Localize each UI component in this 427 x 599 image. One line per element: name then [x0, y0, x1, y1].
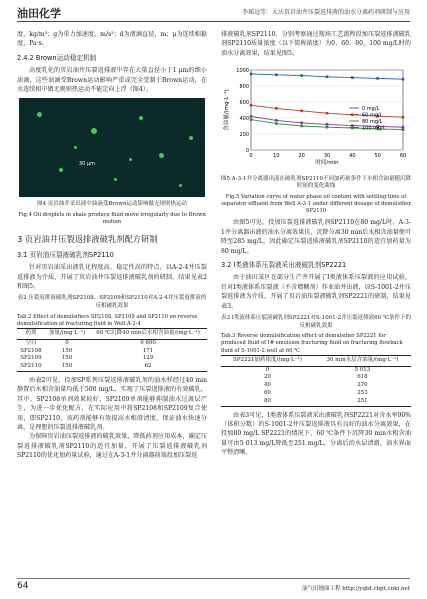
- figure-caption-en: Fig.5 Variation curve of water phase oil content with settling time of separator effluent from Well A-3-1 under different dosage of demulsifier SP2110: [221, 193, 411, 215]
- page-footer: [17, 578, 410, 593]
- paragraph: 度，kg/m³；g为重力加速度，m/s²；d为液滴直径，m；μ为连续相黏度，Pa·s。: [17, 31, 207, 48]
- cell: 150: [61, 363, 73, 370]
- data-point: [326, 123, 329, 126]
- cell: 0: [265, 366, 270, 373]
- running-title: 李瑶远等：大庆页岩油井压裂返排液的油水分离药剂研制与应用: [241, 9, 410, 16]
- data-point: [250, 73, 253, 76]
- data-point: [402, 116, 405, 119]
- page-header: [0, 0, 427, 22]
- data-point: [326, 126, 329, 129]
- table-header-cell: 30 min水层含油量/(mg·L⁻¹): [314, 355, 411, 366]
- paragraph: 由于油田某区在部分生产井开展了I类液体系压裂液的应用试验，针对I类液体系压裂液（不含增稠剂）作业油井出液，以S-1001-2井压裂返排液为介质，开展了页岩油压裂液破乳剂SP2221的研制，结果见表3。: [221, 274, 411, 310]
- cell: SP2110: [20, 363, 42, 370]
- paragraph: 针对页岩油采出液乳化程度高、稳定性高的特点，以A-2-4井压裂返排液为介质，开展了页岩油井压裂返排液破乳剂的研制，结果见表2和图5。: [17, 264, 207, 291]
- cell: 150: [61, 355, 73, 362]
- subsection-heading: 3.1 页岩油压裂液破乳剂SP2110: [17, 250, 114, 259]
- figure-4-micrograph: [19, 98, 205, 197]
- x-tick-label: 10: [273, 153, 280, 160]
- table-row: [221, 390, 411, 398]
- data-point: [275, 107, 278, 110]
- cell: 270: [357, 382, 368, 389]
- legend-label: 80 mg/L: [362, 119, 383, 126]
- table-caption: 表3 I类液体系压裂液破乳剂SP2221对S-1001-2井压裂返排液60 ℃条件下的反相破乳效果: [221, 315, 411, 329]
- table-row: [17, 339, 207, 347]
- table-row: [221, 366, 411, 374]
- scale-bar-label: 30 μm: [79, 161, 96, 168]
- paragraph: 由图5可见，投加压裂返排液破乳剂SP2110在80 mg/L时，A-3-1井分离器出液的油水分离效果佳，沉降分离30 min后水相含油量便可降至285 mg/L，因此确定压裂返排液破乳剂SP2110的适宜加药量为80 mg/L。: [221, 219, 411, 255]
- data-point: [250, 119, 253, 122]
- plot-area: [251, 70, 403, 150]
- cell: 129: [142, 355, 154, 362]
- paragraph: 由表3可见，I类液体系压裂液采出液破乳剂SP2221对含水率90%（体积分数）的S-1001-2井压裂返排液具有良好的油水分离效果，在投加80 mg/L SP2221的情况下，60 ℃条件下沉降30 min水相含油量可由5 013 mg/L降低至251 mg/L，分离后的水层清澈，油水界面平整清晰。: [221, 411, 411, 457]
- right-column: [221, 30, 411, 458]
- data-point: [300, 110, 303, 113]
- table-caption-en: Tab.3 Reverse demulsification effect of demulsifier SP2221 for produced fluid of I# emulsion fracturing fluid on fracturing flowback fluid of S-1001-2 well at 60 ℃: [221, 333, 403, 354]
- cell: 0: [65, 339, 69, 346]
- figure-caption: 图5 A-3-1井分离器出液在破乳剂SP2110不同加药量条件下水相含油量随沉降时间的变化曲线: [221, 175, 411, 190]
- data-point: [275, 119, 278, 122]
- cell: 80: [263, 397, 271, 404]
- left-column: [17, 30, 207, 461]
- paragraph: 为保障页岩油压裂返排液的破乳效果，降低药剂应用成本，确定压裂返排液破乳剂SP2110的适宜加量，开展了压裂返排液破乳剂SP2110的优化加药量试验，通过在A-3-1井分离器前端投加压裂返: [17, 433, 207, 460]
- table-3: [221, 355, 411, 407]
- cell: 171: [142, 347, 154, 354]
- journal-name: 油田化学: [17, 7, 61, 20]
- table-row: [17, 348, 207, 356]
- data-point: [250, 104, 253, 107]
- figure-caption-en: Fig.4 Oil droplets in shale produce fluid move irregularly due to Brown motion: [18, 212, 206, 226]
- data-point: [351, 125, 354, 128]
- data-point: [275, 74, 278, 77]
- section-heading: 3 页岩油井压裂返排液破乳剂配方研制: [17, 234, 158, 245]
- table-row: [221, 382, 411, 390]
- y-tick-label: 0: [245, 148, 249, 155]
- table-row: [17, 363, 207, 371]
- figure-caption: 图4 页岩油井采出液中油滴受Brown运动影响做无规则热运动: [37, 201, 187, 208]
- table-header-cell: SP2221加药浓度/(mg·L⁻¹): [221, 355, 314, 366]
- data-point: [275, 123, 278, 126]
- y-axis-label: 含油量/(mg·L⁻¹): [224, 89, 230, 131]
- table-row: [221, 374, 411, 382]
- figure-5-chart: [221, 62, 411, 167]
- table-row: [17, 355, 207, 363]
- header-rule: [17, 21, 410, 22]
- x-axis-label: 时间/min: [315, 160, 339, 167]
- x-tick-label: 20: [298, 153, 305, 160]
- cell: 618: [357, 374, 368, 381]
- data-point: [376, 77, 379, 80]
- cell: 空白: [25, 339, 37, 346]
- x-tick-label: 60: [399, 153, 407, 160]
- paragraph: 高度乳化的页岩油井压裂返排液中存在大量直径小于1 μm的细小油滴，这些油滴受Brown运动影响严重或完全受制于Brown运动，在水连续相中做无规则热运动不能定向上浮（图4）。: [17, 67, 207, 94]
- data-point: [300, 75, 303, 78]
- data-point: [402, 129, 405, 132]
- legend-label: 0 mg/L: [362, 106, 380, 113]
- data-point: [402, 78, 405, 81]
- x-tick-label: 30: [323, 153, 331, 160]
- data-point: [351, 77, 354, 80]
- x-tick-label: 50: [374, 153, 381, 160]
- y-tick-label: 1000: [236, 68, 249, 75]
- y-tick-label: 400: [239, 116, 249, 123]
- cell: SP2108: [20, 347, 42, 354]
- table-caption-en: Tab.2 Effect of demulsifiers SP2108, SP2109 and SP2110 on reverse demulsification of fracturing fluid in Well A-2-4: [17, 313, 198, 327]
- data-point: [300, 122, 303, 125]
- cell: 60: [263, 390, 271, 397]
- cell: 5 013: [354, 366, 371, 373]
- subsection-heading: 2.4.2 Brown运动稳定机制: [17, 53, 97, 62]
- subsection-heading: 3.2 I类液体系压裂液采出液破乳剂SP2221: [221, 261, 347, 270]
- x-tick-label: 40: [349, 153, 356, 160]
- cell: 150: [61, 347, 73, 354]
- x-tick-label: 0: [249, 153, 253, 160]
- cell: 9 600: [140, 339, 156, 346]
- data-point: [326, 76, 329, 79]
- paragraph: 由表2可见，投加SP系列压裂返排液破乳剂的油水样经过40 min静置后水相含油量均低于500 mg/L，实现了压裂返排液的有效破乳。其中，SP2108单剂效果较好，SP2109单剂能够抑制油水过渡层产生，为进一步优化配方，在实际应用中将SP2108和SP2109复合使用，即SP2110，该药剂能够有效提高水相澄清度，保证油水快速分离，是理想的压裂返排液破乳剂。: [17, 377, 207, 432]
- y-tick-label: 600: [239, 100, 249, 107]
- data-point: [402, 126, 405, 129]
- table-header-cell: 60 ℃沉降40 min后水相含油量/(mg·L⁻¹): [89, 329, 207, 340]
- table-caption: 表2 压裂返排液破乳剂SP2108、SP2109和SP2110对A-2-4井压裂返排液的反相破乳效果: [17, 295, 207, 310]
- cell: 253: [357, 390, 368, 397]
- table-header-cell: 加量/(mg·L⁻¹): [45, 329, 89, 340]
- page-number: 64: [17, 581, 29, 591]
- legend-label: 60 mg/L: [362, 112, 383, 119]
- paragraph: 排液破乳剂SP2110，分别考察通过现场工艺流程投加压裂返排液破乳剂SP2110质量浓度（以下简称浓度）为0、60、80、100 mg/L时的油水分离效果，结果见图5。: [221, 31, 411, 57]
- table-2: [17, 328, 207, 372]
- y-tick-label: 800: [239, 84, 249, 91]
- data-point: [300, 125, 303, 128]
- y-tick-label: 200: [239, 132, 249, 139]
- cell: 251: [357, 397, 368, 404]
- data-point: [250, 115, 253, 118]
- legend-label: 100 mg/L: [362, 125, 386, 132]
- cell: 20: [263, 374, 271, 381]
- cell: 62: [144, 363, 152, 370]
- table-row: [221, 398, 411, 406]
- cell: 40: [263, 382, 271, 389]
- table-header-cell: 药剂: [17, 329, 45, 340]
- cell: SP2109: [20, 355, 42, 362]
- data-point: [326, 112, 329, 115]
- footer-journal: 油气田地面工程 http://yqtd.cbpt.cnki.net: [302, 586, 410, 592]
